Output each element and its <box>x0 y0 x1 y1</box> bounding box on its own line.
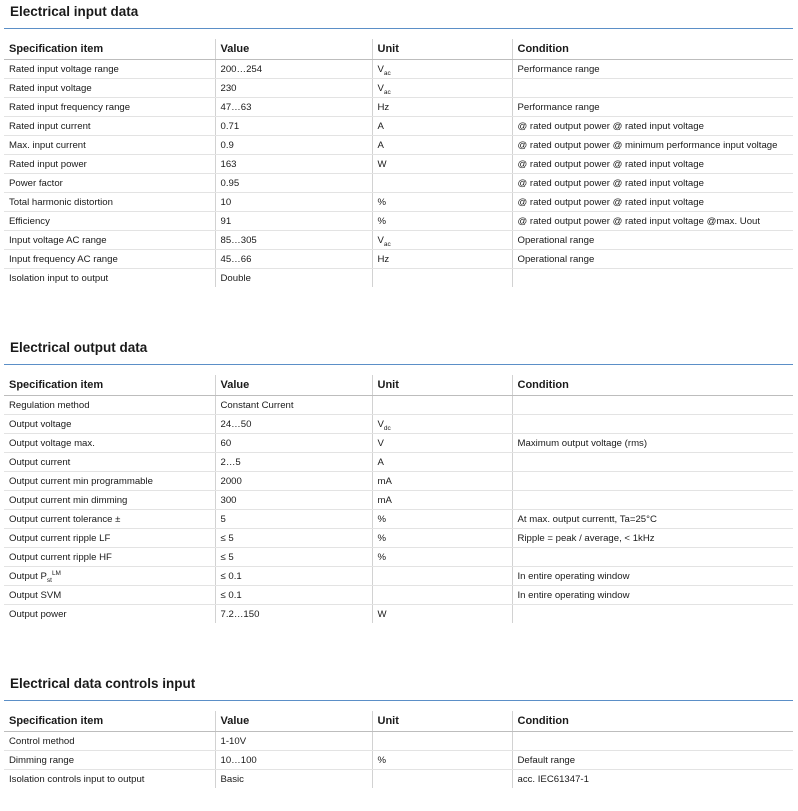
cell-specification-item <box>4 60 215 79</box>
table-row <box>4 586 793 605</box>
table-row <box>4 269 793 288</box>
cell-specification-item <box>4 155 215 174</box>
cell-specification-item <box>4 269 215 288</box>
cell-specification-item <box>4 529 215 548</box>
header-specification-item: Specification item <box>4 711 215 732</box>
table-row <box>4 751 793 770</box>
cell-value: 163 <box>215 155 372 174</box>
cell-value: 200…254 <box>215 60 372 79</box>
cell-unit <box>372 491 512 510</box>
cell-value: ≤ 0.1 <box>215 567 372 586</box>
header-value: Value <box>215 375 372 396</box>
cell-value: ≤ 5 <box>215 548 372 567</box>
item-text: Output SVM <box>9 589 62 601</box>
section-divider <box>4 700 793 701</box>
unit-text: V <box>377 63 384 75</box>
cell-condition <box>512 605 793 624</box>
table-row <box>4 193 793 212</box>
cell-specification-item <box>4 732 215 751</box>
cell-condition <box>512 732 793 751</box>
cell-unit <box>372 472 512 491</box>
header-specification-item: Specification item <box>4 375 215 396</box>
cell-value: 47…63 <box>215 98 372 117</box>
cell-condition: Ripple = peak / average, < 1kHz <box>512 529 793 548</box>
cell-specification-item <box>4 567 215 586</box>
item-text: Total harmonic distortion <box>9 196 113 208</box>
spec-table <box>4 711 793 788</box>
item-text: Output current <box>9 456 71 468</box>
cell-unit <box>372 548 512 567</box>
cell-value: ≤ 5 <box>215 529 372 548</box>
header-unit: Unit <box>372 375 512 396</box>
table-row <box>4 453 793 472</box>
table-row <box>4 136 793 155</box>
cell-specification-item <box>4 212 215 231</box>
cell-specification-item <box>4 117 215 136</box>
cell-specification-item <box>4 770 215 789</box>
item-text: Output current min dimming <box>9 494 128 506</box>
cell-unit <box>372 453 512 472</box>
cell-unit <box>372 60 512 79</box>
unit-text: V <box>377 437 384 449</box>
cell-value: 0.9 <box>215 136 372 155</box>
item-text: Dimming range <box>9 754 75 766</box>
item-text: Output P <box>9 570 47 582</box>
unit-text: V <box>377 418 384 430</box>
item-text: Isolation controls input to output <box>9 773 145 785</box>
item-text: Control method <box>9 735 75 747</box>
cell-unit <box>372 231 512 250</box>
item-text: Output voltage max. <box>9 437 95 449</box>
cell-value: 0.71 <box>215 117 372 136</box>
cell-value: 45…66 <box>215 250 372 269</box>
cell-value: 85…305 <box>215 231 372 250</box>
item-text: Power factor <box>9 177 63 189</box>
header-value: Value <box>215 711 372 732</box>
item-text: Output current tolerance ± <box>9 513 121 525</box>
cell-specification-item <box>4 98 215 117</box>
cell-unit <box>372 250 512 269</box>
unit-text: % <box>377 532 387 544</box>
cell-specification-item <box>4 193 215 212</box>
unit-text: V <box>377 234 384 246</box>
table-row <box>4 491 793 510</box>
cell-value: 0.95 <box>215 174 372 193</box>
item-text: Rated input power <box>9 158 87 170</box>
item-text: Output current ripple LF <box>9 532 111 544</box>
cell-unit <box>372 98 512 117</box>
cell-condition: Performance range <box>512 60 793 79</box>
item-text: Output current ripple HF <box>9 551 112 563</box>
cell-value: ≤ 0.1 <box>215 586 372 605</box>
unit-subscript: ac <box>383 88 391 96</box>
cell-unit <box>372 193 512 212</box>
item-text: Efficiency <box>9 215 50 227</box>
unit-text: Hz <box>377 253 390 265</box>
cell-specification-item <box>4 434 215 453</box>
unit-text: A <box>377 139 384 151</box>
cell-specification-item <box>4 231 215 250</box>
cell-condition: At max. output currentt, Ta=25°C <box>512 510 793 529</box>
table-row <box>4 98 793 117</box>
unit-text: % <box>377 551 387 563</box>
unit-subscript: dc <box>383 424 391 432</box>
table-row <box>4 212 793 231</box>
cell-condition <box>512 453 793 472</box>
cell-value: 5 <box>215 510 372 529</box>
table-row <box>4 415 793 434</box>
cell-condition: @ rated output power @ rated input voltage <box>512 174 793 193</box>
header-condition: Condition <box>512 711 793 732</box>
header-unit: Unit <box>372 39 512 60</box>
table-row <box>4 174 793 193</box>
cell-value: 60 <box>215 434 372 453</box>
item-text: Max. input current <box>9 139 86 151</box>
unit-text: mA <box>377 475 392 487</box>
cell-unit <box>372 434 512 453</box>
cell-condition: Default range <box>512 751 793 770</box>
unit-text: W <box>377 158 387 170</box>
cell-value: 10…100 <box>215 751 372 770</box>
header-specification-item: Specification item <box>4 39 215 60</box>
item-text: Rated input voltage <box>9 82 92 94</box>
section-title: Electrical input data <box>10 4 139 19</box>
table-row <box>4 567 793 586</box>
cell-condition: Operational range <box>512 231 793 250</box>
cell-condition: @ rated output power @ rated input voltage <box>512 155 793 174</box>
cell-condition: In entire operating window <box>512 586 793 605</box>
cell-specification-item <box>4 751 215 770</box>
cell-specification-item <box>4 250 215 269</box>
cell-specification-item <box>4 548 215 567</box>
cell-value: Basic <box>215 770 372 789</box>
cell-unit <box>372 174 512 193</box>
cell-condition <box>512 269 793 288</box>
table-row <box>4 117 793 136</box>
cell-unit <box>372 510 512 529</box>
header-unit: Unit <box>372 711 512 732</box>
table-row <box>4 396 793 415</box>
table-header-row <box>4 39 793 60</box>
unit-text: A <box>377 456 384 468</box>
cell-unit <box>372 136 512 155</box>
cell-value: 230 <box>215 79 372 98</box>
cell-unit <box>372 79 512 98</box>
item-text: Rated input current <box>9 120 91 132</box>
item-subscript: st <box>46 576 52 584</box>
cell-specification-item <box>4 79 215 98</box>
cell-value: Double <box>215 269 372 288</box>
unit-text: Hz <box>377 101 390 113</box>
header-value: Value <box>215 39 372 60</box>
cell-value: 300 <box>215 491 372 510</box>
cell-unit <box>372 155 512 174</box>
cell-condition: Operational range <box>512 250 793 269</box>
unit-text: V <box>377 82 384 94</box>
cell-value: Constant Current <box>215 396 372 415</box>
item-text: Rated input voltage range <box>9 63 119 75</box>
cell-condition: Performance range <box>512 98 793 117</box>
cell-condition: @ rated output power @ rated input voltage <box>512 193 793 212</box>
cell-condition <box>512 415 793 434</box>
item-text: Regulation method <box>9 399 90 411</box>
cell-condition <box>512 396 793 415</box>
header-condition: Condition <box>512 375 793 396</box>
cell-value: 91 <box>215 212 372 231</box>
cell-unit <box>372 732 512 751</box>
unit-text: % <box>377 196 387 208</box>
cell-specification-item <box>4 453 215 472</box>
cell-unit <box>372 415 512 434</box>
unit-subscript: ac <box>383 69 391 77</box>
cell-specification-item <box>4 510 215 529</box>
cell-condition <box>512 79 793 98</box>
cell-unit <box>372 269 512 288</box>
section-divider <box>4 364 793 365</box>
table-row <box>4 250 793 269</box>
cell-value: 7.2…150 <box>215 605 372 624</box>
spec-table <box>4 39 793 287</box>
table-header-row <box>4 711 793 732</box>
cell-condition: In entire operating window <box>512 567 793 586</box>
cell-value: 2…5 <box>215 453 372 472</box>
unit-text: % <box>377 513 387 525</box>
section-title: Electrical output data <box>10 340 148 355</box>
item-text: Output current min programmable <box>9 475 153 487</box>
table-row <box>4 548 793 567</box>
table-row <box>4 510 793 529</box>
spec-table <box>4 375 793 623</box>
table-row <box>4 155 793 174</box>
cell-unit <box>372 770 512 789</box>
unit-text: % <box>377 754 387 766</box>
section-title: Electrical data controls input <box>10 676 196 691</box>
cell-value: 1-10V <box>215 732 372 751</box>
unit-text: mA <box>377 494 392 506</box>
table-row <box>4 605 793 624</box>
table-row <box>4 60 793 79</box>
cell-condition: @ rated output power @ rated input voltage @max. Uout <box>512 212 793 231</box>
cell-unit <box>372 567 512 586</box>
cell-condition <box>512 548 793 567</box>
unit-text: W <box>377 608 387 620</box>
cell-unit <box>372 117 512 136</box>
cell-unit <box>372 586 512 605</box>
table-row <box>4 732 793 751</box>
cell-condition: acc. IEC61347-1 <box>517 773 589 785</box>
cell-specification-item <box>4 605 215 624</box>
table-row <box>4 529 793 548</box>
cell-unit <box>372 529 512 548</box>
cell-value: 2000 <box>215 472 372 491</box>
table-row <box>4 770 793 789</box>
cell-condition: Maximum output voltage (rms) <box>512 434 793 453</box>
section-divider <box>4 28 793 29</box>
cell-specification-item <box>4 174 215 193</box>
unit-subscript: ac <box>383 240 391 248</box>
unit-text: A <box>377 120 384 132</box>
cell-value: 24…50 <box>215 415 372 434</box>
cell-condition: @ rated output power @ minimum performance input voltage <box>512 136 793 155</box>
cell-specification-item <box>4 586 215 605</box>
table-row <box>4 79 793 98</box>
table-row <box>4 434 793 453</box>
cell-condition <box>512 472 793 491</box>
unit-text: % <box>377 215 387 227</box>
cell-value: 10 <box>215 193 372 212</box>
cell-unit <box>372 605 512 624</box>
item-text: Rated input frequency range <box>9 101 131 113</box>
cell-specification-item <box>4 396 215 415</box>
table-header-row <box>4 375 793 396</box>
item-superscript: LM <box>51 569 61 577</box>
table-row <box>4 472 793 491</box>
cell-specification-item <box>4 136 215 155</box>
cell-unit <box>372 751 512 770</box>
item-text: Isolation input to output <box>9 272 109 284</box>
item-text: Input frequency AC range <box>9 253 118 265</box>
cell-unit <box>372 396 512 415</box>
cell-specification-item <box>4 472 215 491</box>
table-row <box>4 231 793 250</box>
header-condition: Condition <box>512 39 793 60</box>
cell-unit <box>372 212 512 231</box>
item-text: Output power <box>9 608 67 620</box>
cell-condition: @ rated output power @ rated input voltage <box>512 117 793 136</box>
cell-specification-item <box>4 415 215 434</box>
item-text: Output voltage <box>9 418 72 430</box>
cell-condition <box>512 491 793 510</box>
item-text: Input voltage AC range <box>9 234 107 246</box>
cell-specification-item <box>4 491 215 510</box>
